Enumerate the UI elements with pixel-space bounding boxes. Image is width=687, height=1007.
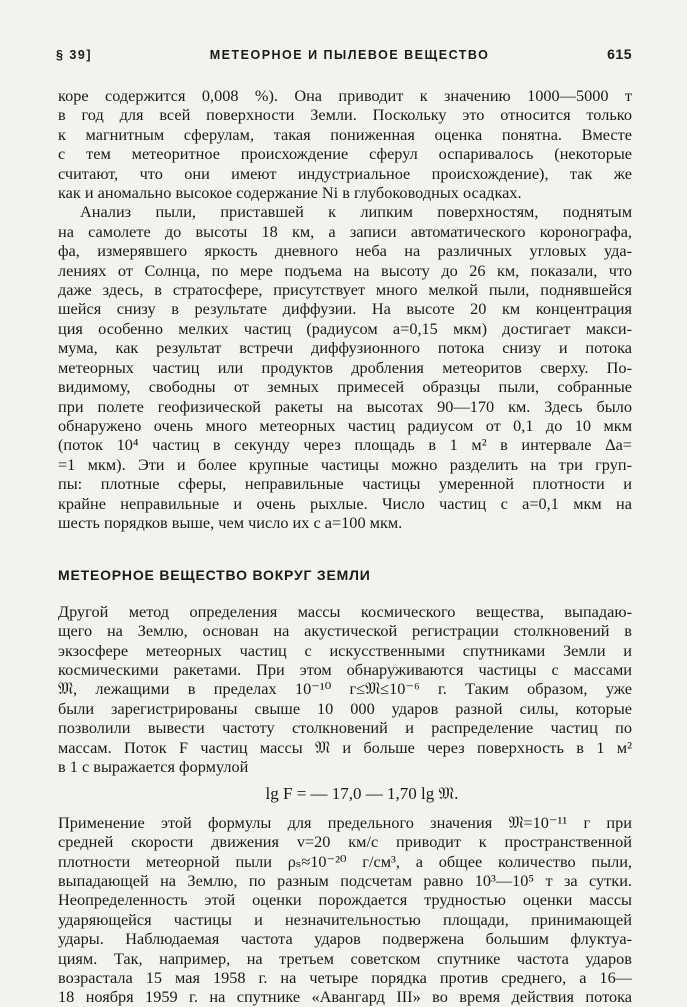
text-line: Анализ пыли, приставшей к липким поверхностям, поднятым bbox=[80, 202, 632, 222]
paragraph-acoustic-method bbox=[58, 602, 632, 777]
text-line: с тем метеоритное происхождение сферул оспаривалось (некоторые bbox=[58, 144, 632, 164]
text-line: при полете геофизической ракеты на высотах 90—170 км. Здесь было bbox=[58, 396, 632, 416]
running-header bbox=[56, 46, 632, 62]
text-line: мума, как результат встречи диффузионного потока снизу и потока bbox=[58, 338, 632, 358]
paragraph-continuation bbox=[58, 86, 632, 202]
text-line: возрастала 15 мая 1958 г. на четыре порядка против среднего, а 16— bbox=[58, 968, 632, 988]
text-line: экзосфере метеорных частиц с искусственными спутниками Земли и bbox=[58, 640, 632, 660]
text-line: на самолете до высоты 18 км, а записи автоматического коронографа, bbox=[58, 221, 632, 241]
paragraph-formula-application bbox=[58, 813, 632, 1007]
text-line: плотности метеорной пыли ρₛ≈10⁻²⁰ г/см³, а общее количество пыли, bbox=[58, 851, 632, 871]
text-line: Неопределенность этой оценки порождается трудностью оценки массы bbox=[58, 890, 632, 910]
page-number: 615 bbox=[607, 46, 632, 62]
text-line: фа, измерявшего яркость дневного неба на различных угловых уда- bbox=[58, 241, 632, 261]
text-line: считают, что они имеют индустриальное происхождение), так же bbox=[58, 163, 632, 183]
section-title: МЕТЕОРНОЕ ВЕЩЕСТВО ВОКРУГ ЗЕМЛИ bbox=[58, 567, 371, 584]
text-line: циям. Так, например, на третьем советском спутнике частота ударов bbox=[58, 948, 632, 968]
text-line: ударяющейся частицы и незначительностью площади, принимающей bbox=[58, 909, 632, 929]
text-line: ция особенно мелких частиц (радиусом a=0,15 мкм) достигает макси- bbox=[58, 318, 632, 338]
text-line: 𝔐, лежащими в пределах 10⁻¹⁰ г≤𝔐≤10⁻⁶ г. Таким образом, уже bbox=[58, 679, 632, 699]
flux-formula: lg F = — 17,0 — 1,70 lg 𝔐. bbox=[265, 784, 459, 804]
paragraph-dust-analysis bbox=[58, 202, 632, 532]
text-line: как и аномально высокое содержание Ni в глубоководных осадках. bbox=[58, 183, 522, 203]
text-line: позволили вывести частоту столкновений и распределение частиц по bbox=[58, 718, 632, 738]
text-line: космическими ракетами. При этом обнаруживаются частицы с массами bbox=[58, 659, 632, 679]
text-line: были зарегистрированы свыше 10 000 ударов разной силы, которые bbox=[58, 698, 632, 718]
text-line: шесть порядков выше, чем число их с a=100 мкм. bbox=[58, 512, 403, 532]
text-line: видимому, свободны от земных примесей образцы пыли, собранные bbox=[58, 377, 632, 397]
running-title: МЕТЕОРНОЕ И ПЫЛЕВОЕ ВЕЩЕСТВО bbox=[209, 48, 490, 62]
text-line: массам. Поток F частиц массы 𝔐 и больше через поверхность в 1 м² bbox=[58, 737, 632, 757]
text-line: лениях от Солнца, по мере подъема на высоту до 26 км, показали, что bbox=[58, 260, 632, 280]
text-line: метеорных частиц или продуктов дробления метеоритов сверху. По- bbox=[58, 357, 632, 377]
text-line: коре содержится 0,008 %). Она приводит к значению 1000—5000 т bbox=[58, 86, 632, 105]
text-line: (поток 10⁴ частиц в секунду через площадь в 1 м² в интервале Δa= bbox=[58, 435, 632, 455]
text-line: щего на Землю, основан на акустической регистрации столкновений в bbox=[58, 621, 632, 641]
text-line: удары. Наблюдаемая частота ударов подвержена большим флуктуа- bbox=[58, 929, 632, 949]
text-line: даже здесь, в стратосфере, присутствует много мелкой пыли, поднявшейся bbox=[58, 280, 632, 300]
text-line: обнаружено очень много метеорных частиц радиусом от 0,1 до 10 мкм bbox=[58, 415, 632, 435]
text-line: 18 ноября 1959 г. на спутнике «Авангард III» во время действия потока bbox=[58, 987, 632, 1007]
section-reference: § 39] bbox=[56, 48, 92, 62]
text-line: пы: плотные сферы, неправильные частицы умеренной плотности и bbox=[58, 474, 632, 494]
text-line: крайне неправильные и очень рыхлые. Число частиц с a=0,1 мкм на bbox=[58, 493, 632, 513]
text-line: к магнитным сферулам, такая пониженная оценка понятна. Вместе bbox=[58, 124, 632, 144]
text-line: средней скорости движения v=20 км/с приводит к пространственной bbox=[58, 832, 632, 852]
text-line: в год для всей поверхности Земли. Поскольку это относится только bbox=[58, 105, 632, 125]
page-body bbox=[58, 86, 632, 1007]
text-line: Другой метод определения массы космического вещества, выпадаю- bbox=[58, 601, 632, 621]
text-line: =1 мкм). Эти и более крупные частицы можно разделить на три груп- bbox=[58, 454, 632, 474]
text-line: выпадающей на Землю, по разным подсчетам равно 10³—10⁵ т за сутки. bbox=[58, 871, 632, 891]
text-line: Применение этой формулы для предельного значения 𝔐=10⁻¹¹ г при bbox=[58, 812, 632, 832]
text-line: шейся снизу в результате диффузии. На высоте 20 км концентрация bbox=[58, 299, 632, 319]
text-line: в 1 с выражается формулой bbox=[58, 757, 249, 776]
